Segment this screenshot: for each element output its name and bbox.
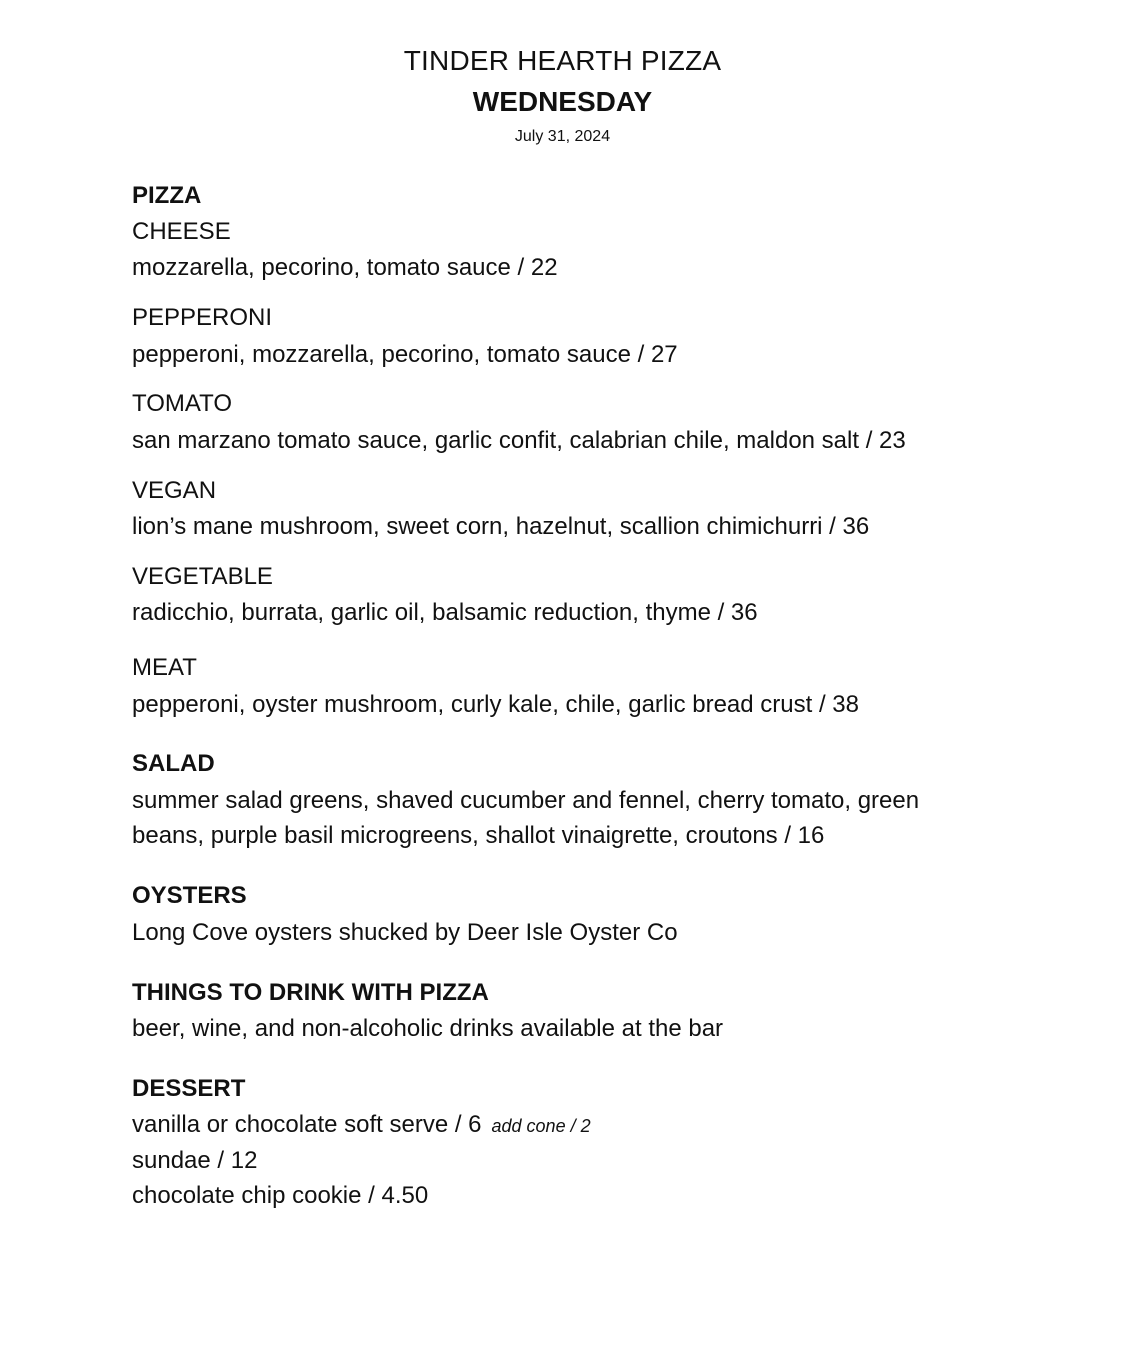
pizza-item-name: TOMATO bbox=[132, 390, 233, 417]
soft-serve-text: vanilla or chocolate soft serve / 6 bbox=[132, 1111, 482, 1138]
menu-day: WEDNESDAY bbox=[472, 86, 653, 117]
pizza-item-description: pepperoni, oyster mushroom, curly kale, chile, garlic bread crust / 38 bbox=[132, 691, 859, 718]
section-heading-oysters: OYSTERS bbox=[132, 882, 247, 909]
section-heading-pizza: PIZZA bbox=[132, 182, 202, 209]
oysters-description: Long Cove oysters shucked by Deer Isle Oyster Co bbox=[132, 919, 678, 946]
pizza-item-description: mozzarella, pecorino, tomato sauce / 22 bbox=[132, 254, 558, 281]
pizza-item-name: MEAT bbox=[132, 654, 197, 681]
dessert-cookie: chocolate chip cookie / 4.50 bbox=[132, 1182, 429, 1209]
pizza-item-description: san marzano tomato sauce, garlic confit, calabrian chile, maldon salt / 23 bbox=[132, 427, 906, 454]
dessert-sundae: sundae / 12 bbox=[132, 1147, 258, 1174]
dessert-soft-serve bbox=[132, 1110, 591, 1141]
pizza-item-name: VEGETABLE bbox=[132, 563, 273, 590]
pizza-item-name: PEPPERONI bbox=[132, 304, 273, 331]
salad-description-line: summer salad greens, shaved cucumber and fennel, cherry tomato, green bbox=[132, 787, 920, 814]
pizza-item-name: VEGAN bbox=[132, 477, 217, 504]
restaurant-name: TINDER HEARTH PIZZA bbox=[403, 45, 722, 76]
section-heading-dessert: DESSERT bbox=[132, 1075, 246, 1102]
menu-date: July 31, 2024 bbox=[514, 128, 611, 145]
pizza-item-description: lion’s mane mushroom, sweet corn, hazelnut, scallion chimichurri / 36 bbox=[132, 513, 870, 540]
pizza-item-name: CHEESE bbox=[132, 218, 231, 245]
section-heading-salad: SALAD bbox=[132, 750, 215, 777]
section-heading-drinks: THINGS TO DRINK WITH PIZZA bbox=[132, 979, 489, 1006]
pizza-item-description: pepperoni, mozzarella, pecorino, tomato sauce / 27 bbox=[132, 341, 678, 368]
soft-serve-addon: add cone / 2 bbox=[491, 1116, 591, 1136]
pizza-item-description: radicchio, burrata, garlic oil, balsamic reduction, thyme / 36 bbox=[132, 599, 758, 626]
drinks-description: beer, wine, and non-alcoholic drinks available at the bar bbox=[132, 1015, 724, 1042]
salad-description-line: beans, purple basil microgreens, shallot vinaigrette, croutons / 16 bbox=[132, 822, 825, 849]
